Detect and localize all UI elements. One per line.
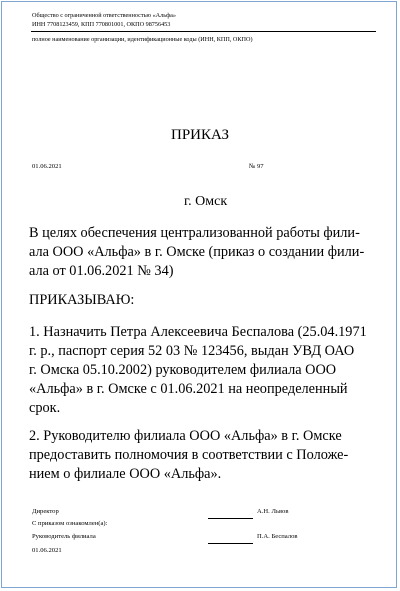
preamble-line: В целях обеспечения централизованной работы фили- (29, 225, 360, 241)
order-item-1 (29, 323, 367, 418)
director-name: А.Н. Львов (257, 508, 289, 515)
org-name: Общество с ограниченной ответственностью «Альфа» (32, 12, 176, 19)
order-item-2 (29, 427, 348, 484)
org-underline (31, 31, 376, 32)
acquainted-label: С приказом ознакомлен(а): (32, 520, 108, 527)
item2-line: предоставить полномочия в соответствии с Положе- (29, 447, 349, 463)
item1-line: г. Омска 05.10.2002) руководителем филиала ООО (29, 362, 337, 378)
order-heading: ПРИКАЗЫВАЮ: (29, 292, 135, 308)
item2-line: 2. Руководителю филиала ООО «Альфа» в г. Омске (29, 428, 342, 444)
director-label: Директор (32, 508, 59, 515)
branch-head-signature-line (208, 543, 253, 544)
org-codes: ИНН 7708123459, КПП 770801001, ОКПО 98756453 (32, 21, 171, 28)
order-date: 01.06.2021 (32, 163, 62, 170)
item1-line: срок. (29, 400, 61, 416)
item1-line: г. р., паспорт серия 52 03 № 123456, выдан УВД ОАО (29, 343, 355, 359)
org-caption: полное наименование организации, идентификационные коды (ИНН, КПП, ОКПО) (32, 36, 253, 43)
acknowledgement-date: 01.06.2021 (32, 547, 62, 554)
item2-line: нием о филиале ООО «Альфа». (29, 466, 222, 482)
preamble-paragraph (29, 224, 364, 281)
order-city: г. Омск (184, 194, 228, 209)
branch-head-label: Руководитель филиала (32, 533, 96, 540)
branch-head-name: П.А. Беспалов (257, 533, 298, 540)
order-number: № 97 (249, 163, 264, 170)
preamble-line: ала от 01.06.2021 № 34) (29, 263, 174, 279)
item1-line: «Альфа» в г. Омске с 01.06.2021 на неопределенный (29, 381, 348, 397)
item1-line: 1. Назначить Петра Алексеевича Беспалова (25.04.1971 (29, 324, 367, 340)
document-title: ПРИКАЗ (171, 127, 229, 143)
preamble-line: ала ООО «Альфа» в г. Омске (приказ о создании фили- (29, 244, 365, 260)
director-signature-line (208, 518, 253, 519)
